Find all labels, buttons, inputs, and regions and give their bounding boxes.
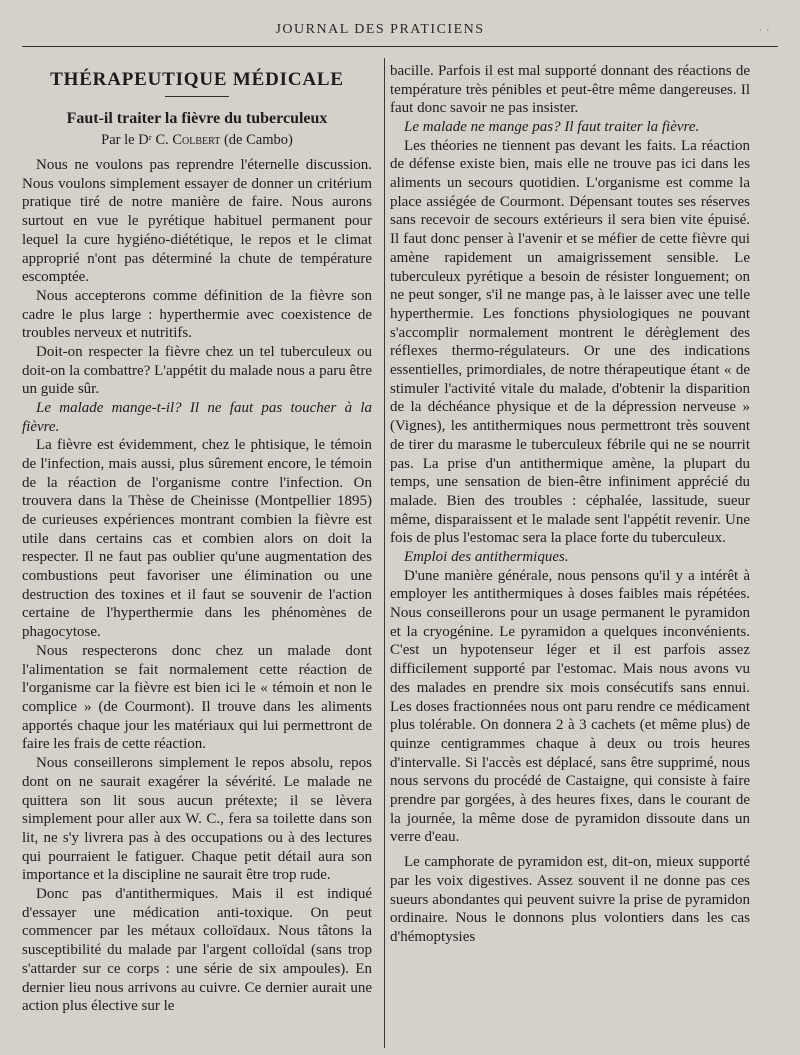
byline-suffix: (de Cambo) — [220, 132, 293, 148]
subheading: Emploi des antithermiques. — [404, 549, 569, 566]
column-divider — [384, 58, 385, 1048]
subheading: Le malade mange-t-il? Il ne faut pas toucher à la fièvre. — [22, 400, 372, 435]
paragraph: Nous respecterons donc chez un malade dont l'alimentation se fait normalement cette réaction de l'organisme car la fièvre est bien ici le « témoin et non le complice » (de Courmont). Il trouve dans les aliments apportés chaque jour les matériaux qui lui permettront de faire les frais de cette réaction. — [22, 642, 372, 753]
left-column — [22, 60, 372, 1016]
byline-prefix: Par le Dʳ C. — [101, 132, 173, 148]
author-name: Colbert — [172, 132, 221, 148]
paragraph: D'une manière générale, nous pensons qu'il y a intérêt à employer les antithermiques à doses faibles mais répétées. Nous conseillerons pour un usage permanent le pyramidon et la cryogénine. Le pyramidon a quelques inconvénients. C'est un hypotenseur léger et il est parfois assez difficilement supporté par l'estomac. Mais nous avons vu des malades en prendre six mois consécutifs sans ennui. Les doses fractionnées nous ont paru rendre ce médicament plus tolérable. On donnera 2 à 3 cachets (et même plus) de quinze centigrammes chaque à deux ou trois heures d'intervalle. Si l'accès est déplacé, sans être supprimé, nous nous servons du procédé de Castaigne, qui consiste à faire prendre par gorgées, à des heures fixes, dans le courant de la journée, la même dose de pyramidon dissoute dans un verre d'eau. — [390, 567, 750, 846]
article-title: Faut-il traiter la fièvre du tuberculeux — [66, 110, 328, 127]
section-title-rule — [165, 96, 229, 97]
paragraph: La fièvre est évidemment, chez le phtisique, le témoin de l'infection, mais aussi, plus sûrement encore, le témoin de la réaction de l'organisme contre l'infection. On trouvera dans la Thèse de Cheinisse (Montpellier 1895) de curieuses expériences montrant combien la fièvre est utile dans certains cas et combien alors on doit la respecter. Il ne faut pas oublier qu'une augmentation des combustions peut favoriser une élimination ou une destruction des toxines et il faut se souvenir de l'action certaine de l'hyperthermie dans les phénomènes de phagocytose. — [22, 437, 372, 641]
paragraph: Donc pas d'antithermiques. Mais il est indiqué d'essayer une médication anti-toxique. On peut commencer par les métaux colloïdaux. Nous tâtons la susceptibilité du malade par l'argent colloïdal (sans trop s'attarder sur ce corps : une série de six ampoules). En dernier lieu nous arrivons au cuivre. Ce dernier aurait une action plus élective sur le — [22, 886, 372, 1015]
paragraph: Nous conseillerons simplement le repos absolu, repos dont on ne saurait exagérer la sévérité. Le malade ne quittera son lit sous aucun prétexte; il se lèvera simplement pour aller aux W. C., fera sa toilette dans son lit, ne s'y livrera pas à des occupations ou à des lectures qui pourraient le fatiguer. Chaque petit détail aura son importance et la discipline ne saurait être trop rude. — [22, 755, 372, 884]
page-mark: · · — [758, 22, 770, 37]
header-rule — [22, 46, 778, 47]
byline — [22, 131, 372, 150]
right-column — [390, 62, 750, 947]
subheading: Le malade ne mange pas? Il faut traiter la fièvre. — [404, 119, 700, 136]
paragraph: Nous accepterons comme définition de la fièvre son cadre le plus large : hyperthermie avec coexistence de troubles nerveux et nutritifs. — [22, 287, 372, 342]
paragraph: bacille. Parfois il est mal supporté donnant des réactions de température très pénibles et peut-être même dangereuses. Il faut donc savoir ne pas insister. — [390, 63, 750, 117]
paragraph: Le camphorate de pyramidon est, dit-on, mieux supporté par les voix digestives. Assez souvent il ne donne pas ces sueurs abondantes qui peuvent suivre la prise de pyramidon ordinaire. Nous le donnons plus volontiers dans les cas d'hémoptysies — [390, 854, 750, 945]
paragraph: Doit-on respecter la fièvre chez un tel tuberculeux ou doit-on la combattre? L'appétit du malade nous a paru être un guide sûr. — [22, 344, 372, 398]
running-title: JOURNAL DES PRATICIENS — [275, 22, 485, 37]
paragraph: Les théories ne tiennent pas devant les faits. La réaction de défense existe bien, mais elle ne trouve pas ici dans les aliments un secours quotidien. L'organisme est comme la place assiégée de Courmont. Dépensant toutes ses réserves sans recevoir de secours extérieurs il sera bien vite épuisé. Il faut donc penser à l'avenir et se méfier de cette fièvre qui amène rapidement un amaigrissement sensible. Le tuberculeux pyrétique a besoin de résister longuement; on ne peut songer, s'il ne mange pas, à le laisser avec une telle hyperthermie. Les fonctions physiologiques ne pouvant s'accomplir normalement montrent le dérèglement des réflexes thermo-régulateurs. Or une des indications essentielles, primordiales, de notre thérapeutique étant « de stimuler l'activité vitale du malade, d'obtenir la disparition de la déchéance physique et de la dépression nerveuse » (Vignes), les antithermiques nous permettront très souvent de tirer du marasme le tuberculeux fébrile qui ne se nourrit pas. La prise d'un antithermique amène, la plupart du temps, une sensation de bien-être infiniment apprécié du malade. Bien des troubles : céphalée, lassitude, sueur même, disparaissent et le malade sent l'appétit revenir. Une fois de plus l'estomac sera la place forte du tuberculeux. — [390, 137, 750, 547]
section-title: THÉRAPEUTIQUE MÉDICALE — [50, 69, 344, 90]
paragraph: Nous ne voulons pas reprendre l'éternelle discussion. Nous voulons simplement essayer de donner un critérium pratique tiré de notre manière de faire. Nous aurons surtout en vue le pyrétique habituel permanent pour lequel la cure hygiéno-diététique, le repos et le climat approprié n'ont pas déterminé la chute de température escomptée. — [22, 157, 372, 286]
